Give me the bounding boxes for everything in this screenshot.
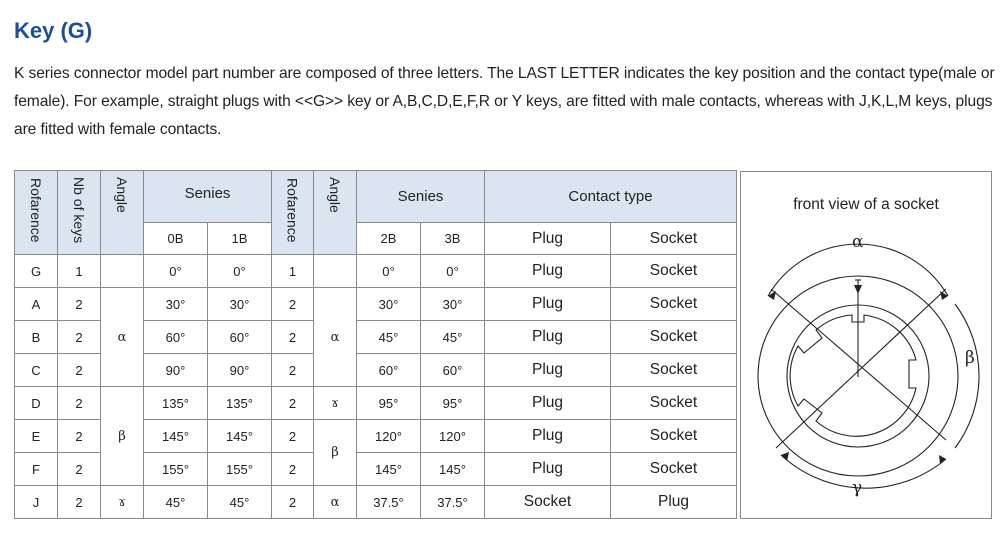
cell-reference: B (15, 321, 58, 354)
cell-0b: 155° (144, 453, 208, 486)
cell-contact-2: Socket (611, 354, 737, 387)
cell-reference: E (15, 420, 58, 453)
cell-reference: J (15, 486, 58, 519)
cell-2b: 45° (357, 321, 421, 354)
cell-1b: 30° (208, 288, 272, 321)
cell-contact-1: Plug (485, 387, 611, 420)
cell-3b: 45° (421, 321, 485, 354)
cell-contact-2: Socket (611, 420, 737, 453)
cell-2b: 145° (357, 453, 421, 486)
cell-angle-alpha: α (101, 288, 144, 387)
diagonal-line-2 (776, 289, 946, 448)
intro-line-3: are fitted with female contacts. (14, 121, 222, 138)
cell-contact-1: Plug (485, 255, 611, 288)
cell-2b: 37.5° (357, 486, 421, 519)
cell-contact-2: Socket (611, 255, 737, 288)
subheader-3b: 3B (421, 223, 485, 255)
cell-angle-2-empty (314, 255, 357, 288)
col-header-series-left: Senies (144, 171, 272, 223)
table-header-row (15, 171, 737, 223)
cell-3b: 145° (421, 453, 485, 486)
gamma-arc (781, 455, 946, 488)
beta-arc (955, 304, 979, 448)
cell-0b: 30° (144, 288, 208, 321)
cell-2b: 60° (357, 354, 421, 387)
alpha-arrow-left (768, 291, 776, 300)
cell-nb-keys: 2 (58, 453, 101, 486)
diagram-title: front view of a socket (793, 196, 939, 213)
subheader-2b: 2B (357, 223, 421, 255)
col-header-reference: Rofarence (15, 171, 58, 255)
cell-contact-2: Socket (611, 288, 737, 321)
gamma-arrow-right (939, 455, 946, 464)
col-header-angle-2: Angle (314, 171, 357, 255)
cell-reference-2: 2 (272, 486, 314, 519)
cell-contact-2: Plug (611, 486, 737, 519)
cell-1b: 0° (208, 255, 272, 288)
cell-0b: 145° (144, 420, 208, 453)
intro-paragraph (14, 60, 998, 144)
cell-angle-gamma: ɤ (101, 486, 144, 519)
cell-angle-2-alpha: α (314, 288, 357, 387)
cell-reference-2: 2 (272, 420, 314, 453)
cell-0b: 45° (144, 486, 208, 519)
cell-nb-keys: 2 (58, 288, 101, 321)
cell-1b: 155° (208, 453, 272, 486)
cell-contact-1: Plug (485, 354, 611, 387)
intro-line-2: female). For example, straight plugs with <<G>> key or A,B,C,D,E,F,R or Y keys, are fitted with male contacts, whereas with J,K,L,M keys, plugs (14, 93, 993, 110)
key-position-table (14, 170, 737, 519)
cell-reference-2: 2 (272, 387, 314, 420)
cell-contact-2: Socket (611, 387, 737, 420)
subheader-plug: Plug (485, 223, 611, 255)
subheader-socket: Socket (611, 223, 737, 255)
alpha-label: α (852, 232, 864, 252)
cell-2b: 0° (357, 255, 421, 288)
alpha-arrow-right (940, 291, 948, 300)
cell-1b: 90° (208, 354, 272, 387)
cell-contact-1: Socket (485, 486, 611, 519)
table-row (15, 255, 737, 288)
cell-reference: C (15, 354, 58, 387)
gamma-label: γ (852, 478, 863, 498)
cell-2b: 120° (357, 420, 421, 453)
beta-label: β (965, 348, 975, 368)
subheader-1b: 1B (208, 223, 272, 255)
cell-3b: 120° (421, 420, 485, 453)
cell-reference-2: 1 (272, 255, 314, 288)
cell-reference-2: 2 (272, 288, 314, 321)
cell-3b: 95° (421, 387, 485, 420)
cell-3b: 60° (421, 354, 485, 387)
cell-reference: A (15, 288, 58, 321)
cell-2b: 95° (357, 387, 421, 420)
col-header-angle: Angle (101, 171, 144, 255)
cell-3b: 37.5° (421, 486, 485, 519)
cell-3b: 0° (421, 255, 485, 288)
col-header-nb-keys: Nb of keys (58, 171, 101, 255)
col-header-contact-type: Contact type (485, 171, 737, 223)
cell-nb-keys: 2 (58, 321, 101, 354)
cell-reference: G (15, 255, 58, 288)
cell-nb-keys: 2 (58, 387, 101, 420)
cell-angle-2-gamma: ɤ (314, 387, 357, 420)
cell-contact-1: Plug (485, 453, 611, 486)
cell-angle-empty (101, 255, 144, 288)
cell-angle-beta: β (101, 387, 144, 486)
cell-reference-2: 2 (272, 321, 314, 354)
cell-nb-keys: 2 (58, 354, 101, 387)
cell-1b: 45° (208, 486, 272, 519)
socket-front-view-panel (740, 171, 992, 519)
cell-angle-2-beta: β (314, 420, 357, 486)
cell-1b: 60° (208, 321, 272, 354)
cell-3b: 30° (421, 288, 485, 321)
cell-contact-1: Plug (485, 288, 611, 321)
cell-1b: 145° (208, 420, 272, 453)
page-title: Key (G) (14, 18, 93, 43)
cell-nb-keys: 2 (58, 486, 101, 519)
socket-diagram (741, 172, 993, 520)
subheader-0b: 0B (144, 223, 208, 255)
table-row (15, 387, 737, 420)
key-arrow (854, 285, 862, 294)
col-header-reference-2: Rofarence (272, 171, 314, 255)
cell-reference: F (15, 453, 58, 486)
cell-0b: 0° (144, 255, 208, 288)
cell-contact-2: Socket (611, 453, 737, 486)
cell-reference: D (15, 387, 58, 420)
cell-angle-2-alpha-bottom: α (314, 486, 357, 519)
cell-contact-1: Plug (485, 321, 611, 354)
intro-line-1: K series connector model part number are composed of three letters. The LAST LETTER indicates the key position and the contact type(male or (14, 65, 995, 82)
cell-reference-2: 2 (272, 453, 314, 486)
cell-contact-1: Plug (485, 420, 611, 453)
cell-reference-2: 2 (272, 354, 314, 387)
col-header-series-right: Senies (357, 171, 485, 223)
cell-0b: 135° (144, 387, 208, 420)
table-row (15, 486, 737, 519)
cell-0b: 90° (144, 354, 208, 387)
cell-nb-keys: 2 (58, 420, 101, 453)
cell-0b: 60° (144, 321, 208, 354)
table-row (15, 288, 737, 321)
cell-nb-keys: 1 (58, 255, 101, 288)
cell-1b: 135° (208, 387, 272, 420)
cell-contact-2: Socket (611, 321, 737, 354)
cell-2b: 30° (357, 288, 421, 321)
